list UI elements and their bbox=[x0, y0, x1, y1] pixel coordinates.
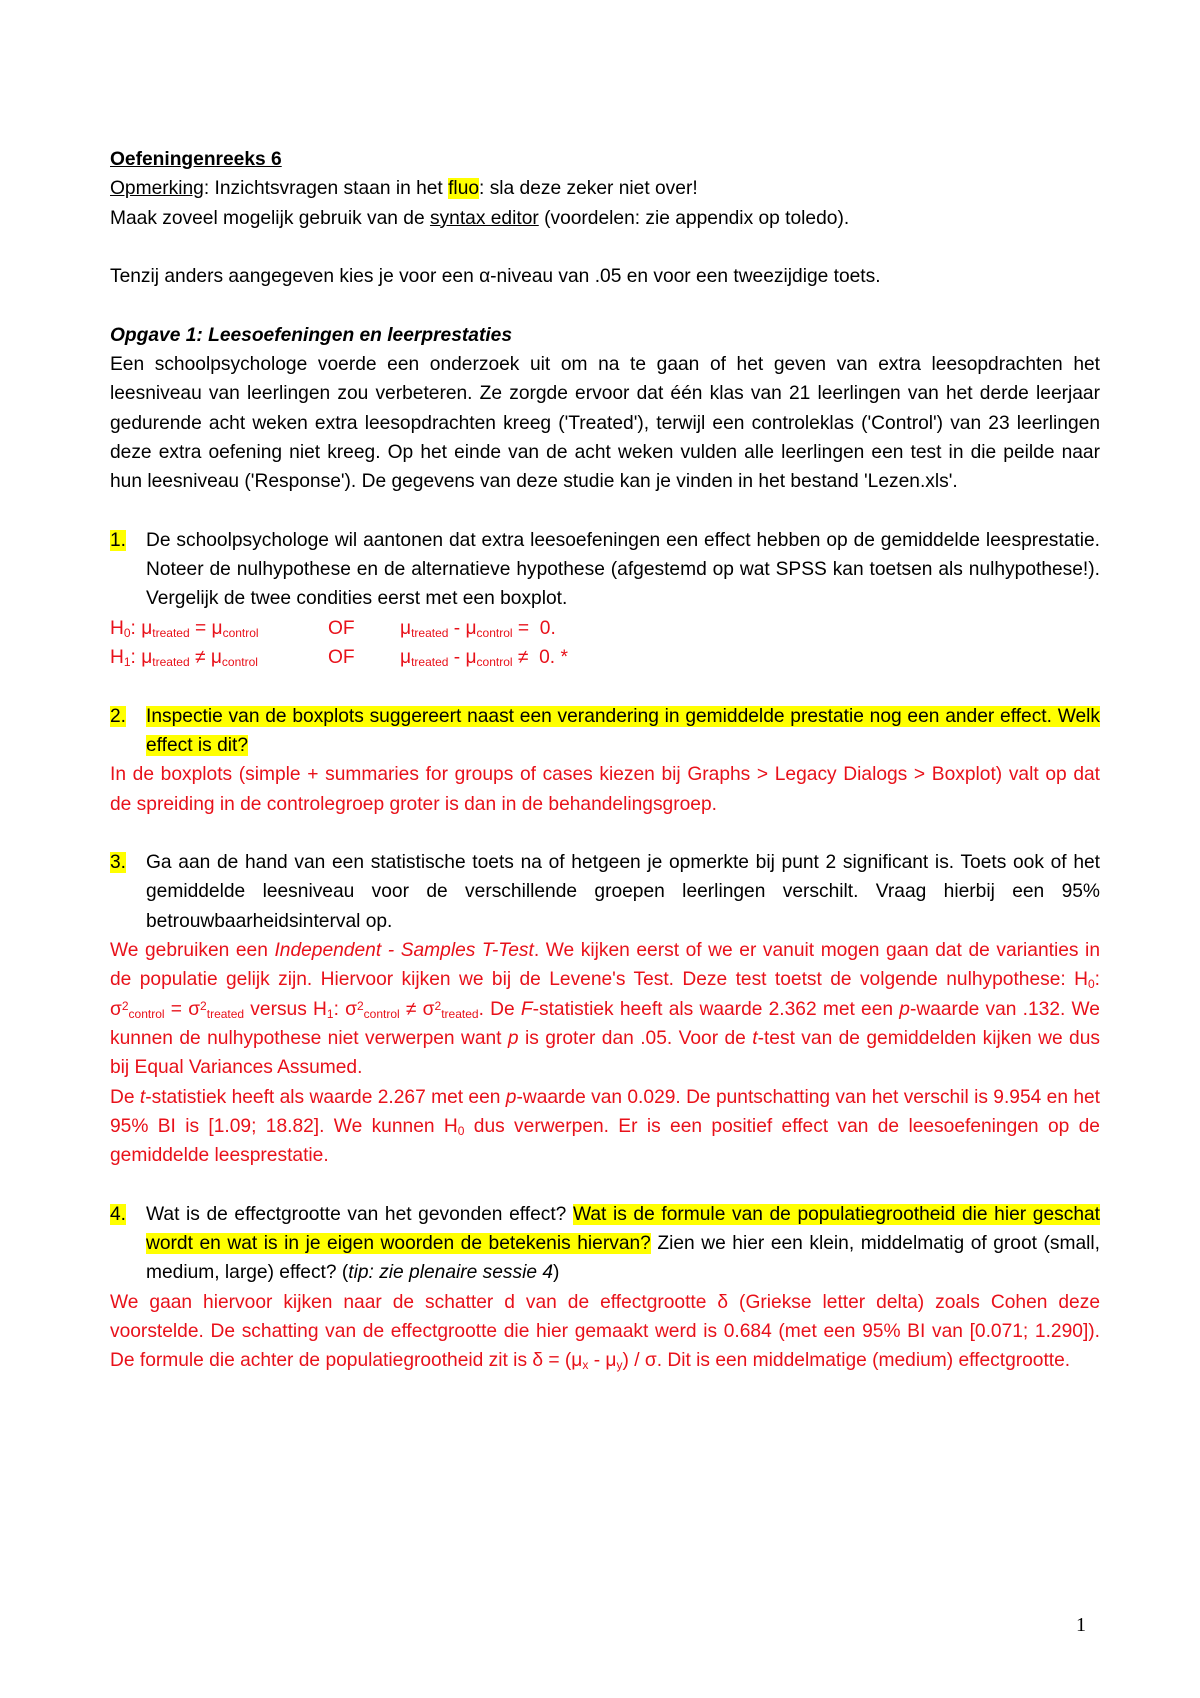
remark-label: Opmerking bbox=[110, 178, 204, 200]
question-number: 1. bbox=[110, 529, 127, 551]
alpha-line: Tenzij anders aangegeven kies je voor een α-niveau van .05 en voor een tweezijdige toets. bbox=[110, 266, 881, 288]
page-number: 1 bbox=[1076, 1614, 1086, 1636]
syntax-line: Maak zoveel mogelijk gebruik van de syntax editor (voordelen: zie appendix op toledo). bbox=[110, 207, 850, 229]
answer-2: In de boxplots (simple + summaries for groups of cases kiezen bij Graphs > Legacy Dialogs > Boxplot) valt op dat de spreiding in de controlegroep groter is dan in de behandelingsgroep. bbox=[110, 764, 1100, 815]
question-number: 3. bbox=[110, 852, 127, 874]
exercise-title: Opgave 1: Leesoefeningen en leerprestaties bbox=[110, 324, 513, 346]
answer-3-levene: We gebruiken een Independent - Samples T-Test. We kijken eerst of we er vanuit mogen gaan dat de varianties in de populatie gelijk zijn. Hiervoor kijken we bij de Levene's Test. Deze test toetst de volgende nulhypothese: $H_0$: $\sigma^2_{control} = \sigma^2_{treated}$ versus $H_1$: $\sigma^2_{control} \ne \sigma^2_{treated}$. De F-statistiek heeft als waarde 2.362 met een p-waarde van .132. We kunnen de nulhypothese niet verwerpen want p is groter dan .05. Voor de t-test van de gemiddelden kijken we dus bij Equal Variances Assumed. bbox=[110, 940, 1100, 1079]
exercise-intro: Een schoolpsychologe voerde een onderzoek uit om na te gaan of het geven van extra leesopdrachten het leesniveau van leerlingen zou verbeteren. Ze zorgde ervoor dat één klas van 21 leerlingen van het derde leerjaar gedurende acht weken extra leesopdrachten kreeg ('Treated'), terwijl een controleklas ('Control') van 23 leerlingen deze extra oefening niet kreeg. Op het einde van de acht weken vulden alle leerlingen een test in die peilde naar hun leesniveau ('Response'). De gegevens van deze studie kan je vinden in het bestand 'Lezen.xls'. bbox=[110, 354, 1100, 493]
alternative-hypothesis: $H_1$: $\mu_{treated} \ne \mu_{control}$ OF $\mu_{treated} - \mu_{control} \ne 0$. * bbox=[110, 647, 568, 670]
question-4 bbox=[110, 1200, 1100, 1288]
fluo-highlight: fluo bbox=[448, 178, 480, 200]
question-text: Wat is de effectgrootte van het gevonden effect? Wat is de formule van de populatiegrootheid die hier geschat wordt en wat is in je eigen woorden de betekenis hiervan? Zien we hier een klein, middelmatig of groot (small, medium, large) effect? (tip: zie plenaire sessie 4) bbox=[146, 1203, 1100, 1284]
question-text: Inspectie van de boxplots suggereert naast een verandering in gemiddelde prestatie nog een ander effect. Welk effect is dit? bbox=[146, 705, 1100, 756]
question-3 bbox=[110, 848, 1100, 936]
question-text: Ga aan de hand van een statistische toets na of hetgeen je opmerkte bij punt 2 significant is. Toets ook of het gemiddelde leesniveau voor de verschillende groepen leerlingen verschilt. Vraag hierbij een 95% betrouwbaarheidsinterval op. bbox=[146, 852, 1100, 932]
question-number: 4. bbox=[110, 1203, 127, 1225]
document-page bbox=[110, 145, 1100, 1375]
answer-4: We gaan hiervoor kijken naar de schatter d van de effectgrootte δ (Griekse letter delta) zoals Cohen deze voorstelde. De schatting van de effectgrootte die hier gemaakt werd is 0.684 (met een 95% BI van [0.071; 1.290]). De formule die achter de populatiegrootheid zit is $\delta = (\mu_x - \mu_y) / \sigma$. Dit is een middelmatige (medium) effectgrootte. bbox=[110, 1291, 1100, 1373]
question-1 bbox=[110, 526, 1100, 614]
answer-3-ttest: De t-statistiek heeft als waarde 2.267 met een p-waarde van 0.029. De puntschatting van het verschil is 9.954 en het 95% BI is [1.09; 18.82]. We kunnen $H_0$ dus verwerpen. Er is een positief effect van de leesoefeningen op de gemiddelde leesprestatie. bbox=[110, 1086, 1101, 1167]
question-text: De schoolpsychologe wil aantonen dat extra leesoefeningen een effect hebben op de gemiddelde leesprestatie. Noteer de nulhypothese en de alternatieve hypothese (afgestemd op wat SPSS kan toetsen als nulhypothese!). Vergelijk de twee condities eerst met een boxplot. bbox=[146, 529, 1100, 610]
question-2 bbox=[110, 702, 1100, 761]
remark-line: Opmerking: Inzichtsvragen staan in het fluo: sla deze zeker niet over! bbox=[110, 178, 698, 200]
document-title: Oefeningenreeks 6 bbox=[110, 149, 282, 170]
syntax-editor-text: syntax editor bbox=[429, 207, 539, 229]
null-hypothesis: $H_0$: $\mu_{treated} = \mu_{control}$ OF $\mu_{treated} - \mu_{control} = 0$. bbox=[110, 617, 556, 640]
question-number: 2. bbox=[110, 705, 127, 727]
